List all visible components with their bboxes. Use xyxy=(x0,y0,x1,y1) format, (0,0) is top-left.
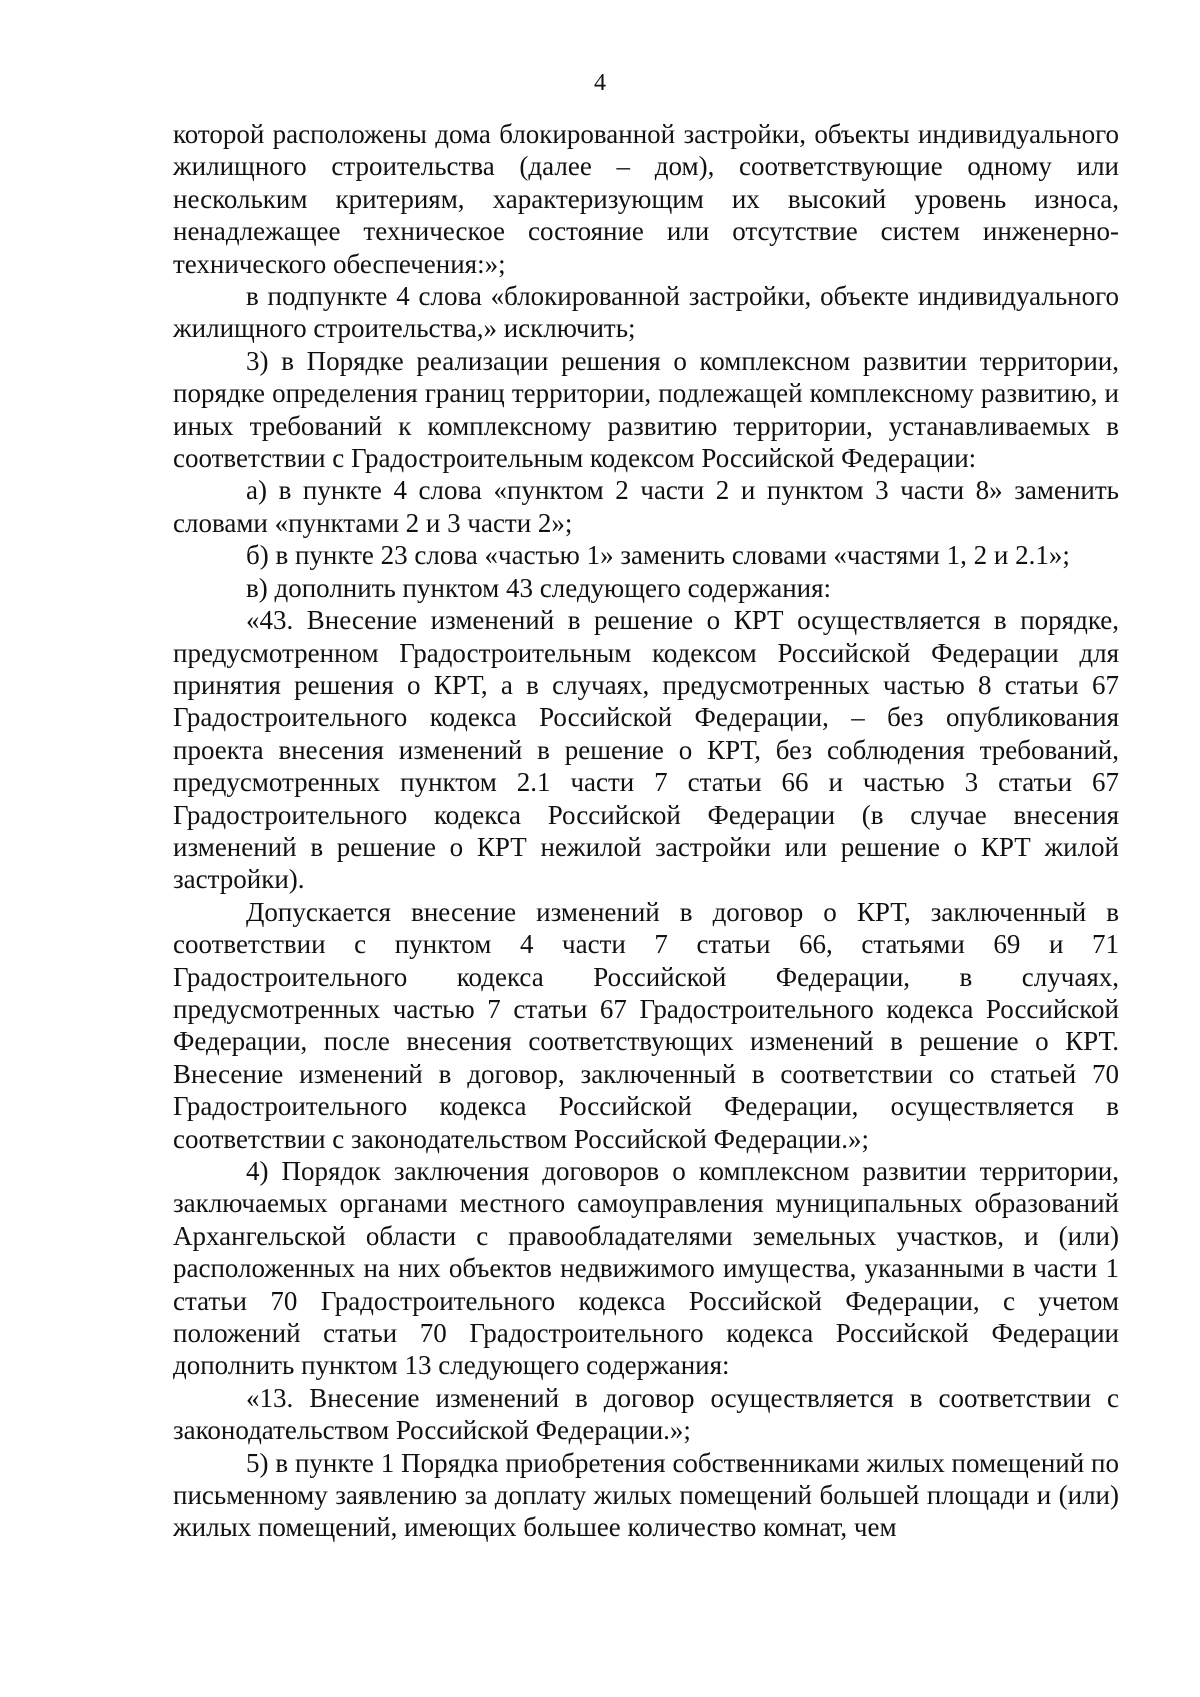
paragraph-item-3a: а) в пункте 4 слова «пунктом 2 части 2 и пунктом 3 части 8» заменить словами «пунктами 2 и 3 части 2»; xyxy=(173,475,1119,538)
page-number: 4 xyxy=(594,70,606,96)
paragraph-point-43: «43. Внесение изменений в решение о КРТ осуществляется в порядке, предусмотренном Градостроительным кодексом Российской Федерации для принятия решения о КРТ, а в случаях, предусмотренных частью 8 статьи 67 Градостроительного кодекса Российской Федерации, – без опубликования проекта внесения изменений в решение о КРТ, без соблюдения требований, предусмотренных пунктом 2.1 части 7 статьи 66 и частью 3 статьи 67 Градостроительного кодекса Российской Федерации (в случае внесения изменений в решение о КРТ нежилой застройки или решение о КРТ жилой застройки). xyxy=(173,605,1119,895)
paragraph-item-3v: в) дополнить пунктом 43 следующего содержания: xyxy=(246,572,832,603)
paragraph-point-43-continued: Допускается внесение изменений в договор о КРТ, заключенный в соответствии с пунктом 4 части 7 статьи 66, статьями 69 и 71 Градостроительного кодекса Российской Федерации, в случаях, предусмотренных частью 7 статьи 67 Градостроительного кодекса Российской Федерации, после внесения соответствующих изменений в решение о КРТ. Внесение изменений в договор, заключенный в соответствии со статьей 70 Градостроительного кодекса Российской Федерации, осуществляется в соответствии с законодательством Российской Федерации.»; xyxy=(173,896,1119,1154)
paragraph-item-3: 3) в Порядке реализации решения о комплексном развитии территории, порядке определения границ территории, подлежащей комплексному развитию, и иных требований к комплексному развитию территории, устанавливаемых в соответствии с Градостроительным кодексом Российской Федерации: xyxy=(173,345,1119,474)
paragraph-item-5: 5) в пункте 1 Порядка приобретения собственниками жилых помещений по письменному заявлению за доплату жилых помещений большей площади и (или) жилых помещений, имеющих большее количество комнат, чем xyxy=(173,1447,1119,1543)
paragraph-item-3b: б) в пункте 23 слова «частью 1» заменить словами «частями 1, 2 и 2.1»; xyxy=(246,540,1070,571)
paragraph-item-4: 4) Порядок заключения договоров о комплексном развитии территории, заключаемых органами местного самоуправления муниципальных образований Архангельской области с правообладателями земельных участков, и (или) расположенных на них объектов недвижимого имущества, указанными в части 1 статьи 70 Градостроительного кодекса Российской Федерации, с учетом положений статьи 70 Градостроительного кодекса Российской Федерации дополнить пунктом 13 следующего содержания: xyxy=(173,1156,1119,1381)
paragraph-subpoint-4: в подпункте 4 слова «блокированной застройки, объекте индивидуального жилищного строительства,» исключить; xyxy=(173,281,1119,344)
paragraph-point-13: «13. Внесение изменений в договор осуществляется в соответствии с законодательством Российской Федерации.»; xyxy=(173,1382,1119,1446)
paragraph-continuation: которой расположены дома блокированной застройки, объекты индивидуального жилищного строительства (далее – дом), соответствующие одному или нескольким критериям, характеризующим их высокий уровень износа, ненадлежащее техническое состояние или отсутствие систем инженерно-технического обеспечения:»; xyxy=(173,119,1119,279)
document-body xyxy=(173,118,1119,1544)
